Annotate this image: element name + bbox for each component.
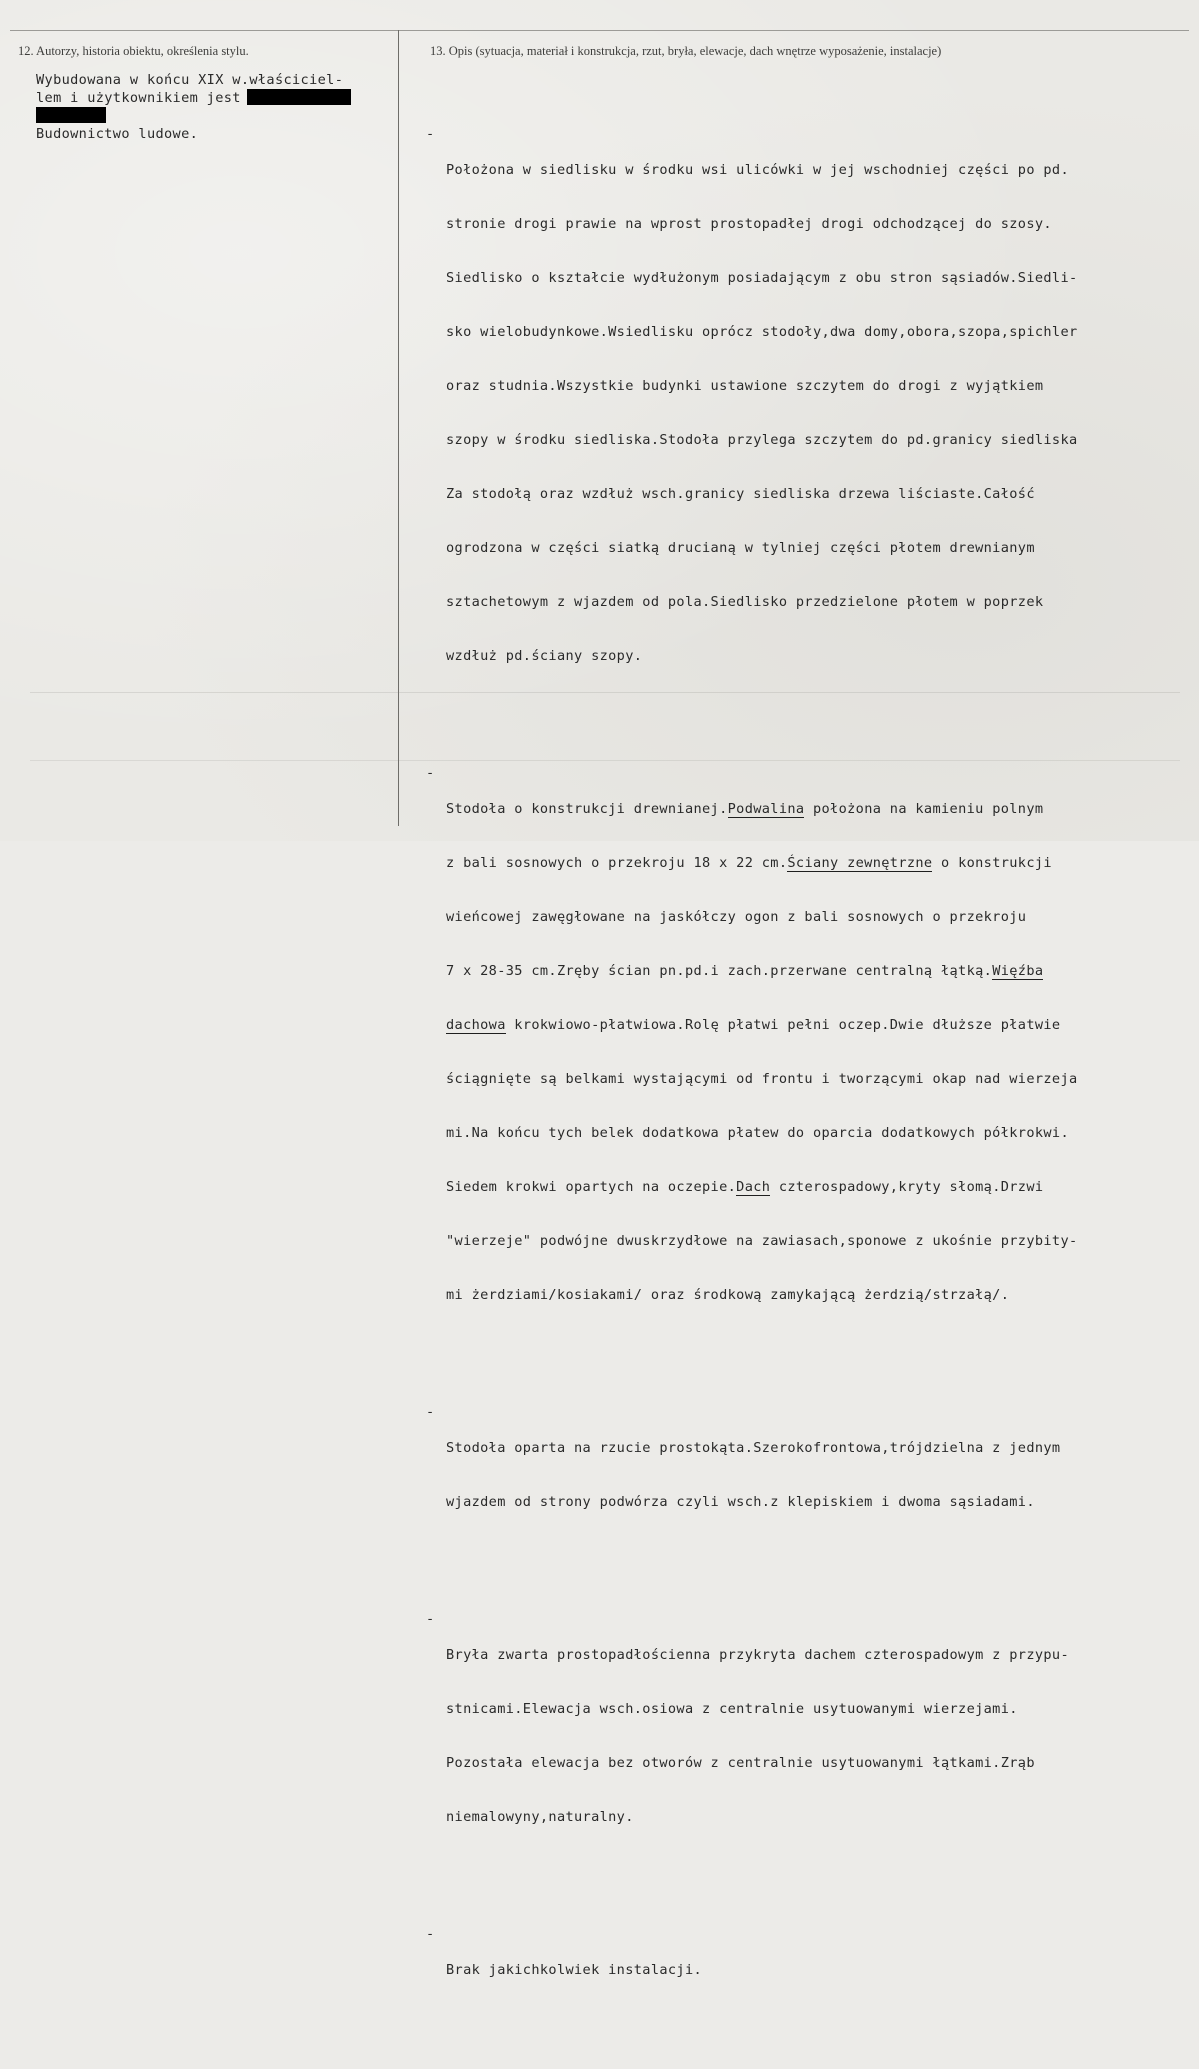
- text-line: mi.Na końcu tych belek dodatkowa płatew do oparcia dodatkowych półkrokwi.: [446, 1125, 1069, 1141]
- description-item-construction: [426, 764, 1078, 1340]
- text-line: stronie drogi prawie na wprost prostopadłej drogi odchodzącej do szosy.: [446, 216, 1052, 232]
- text-line: Siedem krokwi opartych na oczepie.Dach czterospadowy,kryty słomą.Drzwi: [446, 1179, 1044, 1195]
- text-line: ściągnięte są belkami wystającymi od frontu i tworzącymi okap nad wierzeja: [446, 1071, 1078, 1087]
- text-line: ogrodzona w części siatką drucianą w tylniej części płotem drewnianym: [446, 540, 1035, 556]
- underlined-term: Ściany zewnętrzne: [787, 855, 933, 871]
- text-line: Bryła zwarta prostopadłościenna przykryta dachem czterospadowym z przypu-: [446, 1647, 1069, 1663]
- text-line: lem i użytkownikiem jest: [36, 89, 351, 107]
- top-rule: [10, 30, 1189, 31]
- text-line: wzdłuż pd.ściany szopy.: [446, 648, 643, 664]
- text-line: mi żerdziami/kosiakami/ oraz środkową zamykającą żerdzią/strzałą/.: [446, 1287, 1010, 1303]
- text-line: Siedlisko o kształcie wydłużonym posiadającym z obu stron sąsiadów.Siedli-: [446, 270, 1078, 286]
- redaction-box: [247, 89, 351, 105]
- redaction-box: [36, 107, 106, 123]
- text-line: oraz studnia.Wszystkie budynki ustawione szczytem do drogi z wyjątkiem: [446, 378, 1044, 394]
- bullet-dash: -: [426, 126, 435, 142]
- text-line: szopy w środku siedliska.Stodoła przylega szczytem do pd.granicy siedliska: [446, 432, 1078, 448]
- description-item-form: [426, 1610, 1078, 1862]
- text-line: niemalowyny,naturalny.: [446, 1809, 634, 1825]
- description-item-installations: [426, 1925, 1078, 2015]
- text-line: Za stodołą oraz wzdłuż wsch.granicy siedliska drzewa liściaste.Całość: [446, 486, 1035, 502]
- text-line: "wierzeje" podwójne dwuskrzydłowe na zawiasach,sponowe z ukośnie przybity-: [446, 1233, 1078, 1249]
- text-line: sko wielobudynkowe.Wsiedlisku oprócz stodoły,dwa domy,obora,szopa,spichler: [446, 324, 1078, 340]
- text-line: 7 x 28-35 cm.Zręby ścian pn.pd.i zach.przerwane centralną łątką.Więźba: [446, 963, 1044, 979]
- bullet-dash: -: [426, 1926, 435, 1942]
- text-line: z bali sosnowych o przekroju 18 x 22 cm.Ściany zewnętrzne o konstrukcji: [446, 855, 1052, 871]
- bullet-dash: -: [426, 1404, 435, 1420]
- text-line: Brak jakichkolwiek instalacji.: [446, 1962, 703, 1978]
- text-line: Położona w siedlisku w środku wsi ulicówki w jej wschodniej części po pd.: [446, 162, 1069, 178]
- description-item-plan: [426, 1403, 1078, 1547]
- text-line: Wybudowana w końcu XIX w.właściciel-: [36, 72, 344, 88]
- text-line: sztachetowym z wjazdem od pola.Siedlisko przedzielone płotem w poprzek: [446, 594, 1044, 610]
- description-item-location: [426, 125, 1078, 701]
- text-line: Stodoła o konstrukcji drewnianej.Podwalina położona na kamieniu polnym: [446, 801, 1044, 817]
- section-12-heading: 12. Autorzy, historia obiektu, określenia stylu.: [18, 44, 249, 58]
- section-12-text: [36, 71, 351, 143]
- text-line: Stodoła oparta na rzucie prostokąta.Szerokofrontowa,trójdzielna z jednym: [446, 1440, 1061, 1456]
- bullet-dash: -: [426, 1611, 435, 1627]
- underlined-term: Podwalina: [727, 801, 805, 817]
- text-line: [36, 107, 351, 125]
- column-divider: [398, 30, 399, 826]
- bullet-dash: -: [426, 765, 435, 781]
- underlined-term: Więźba: [992, 963, 1044, 979]
- text-line: wieńcowej zawęgłowane na jaskółczy ogon z bali sosnowych o przekroju: [446, 909, 1027, 925]
- underlined-term: Dach: [736, 1179, 771, 1195]
- text-line: dachowa krokwiowo-płatwiowa.Rolę płatwi pełni oczep.Dwie dłuższe płatwie: [446, 1017, 1061, 1033]
- underlined-term: dachowa: [446, 1017, 506, 1033]
- text-line: wjazdem od strony podwórza czyli wsch.z klepiskiem i dwoma sąsiadami.: [446, 1494, 1035, 1510]
- text-line: stnicami.Elewacja wsch.osiowa z centralnie usytuowanymi wierzejami.: [446, 1701, 1018, 1717]
- section-13-heading: 13. Opis (sytuacja, materiał i konstrukcja, rzut, bryła, elewacje, dach wnętrze wyposażenie, instalacje): [430, 44, 942, 58]
- text-line: Budownictwo ludowe.: [36, 126, 199, 142]
- text-line: Pozostała elewacja bez otworów z centralnie usytuowanymi łątkami.Zrąb: [446, 1755, 1035, 1771]
- section-13-text: [426, 71, 1078, 2069]
